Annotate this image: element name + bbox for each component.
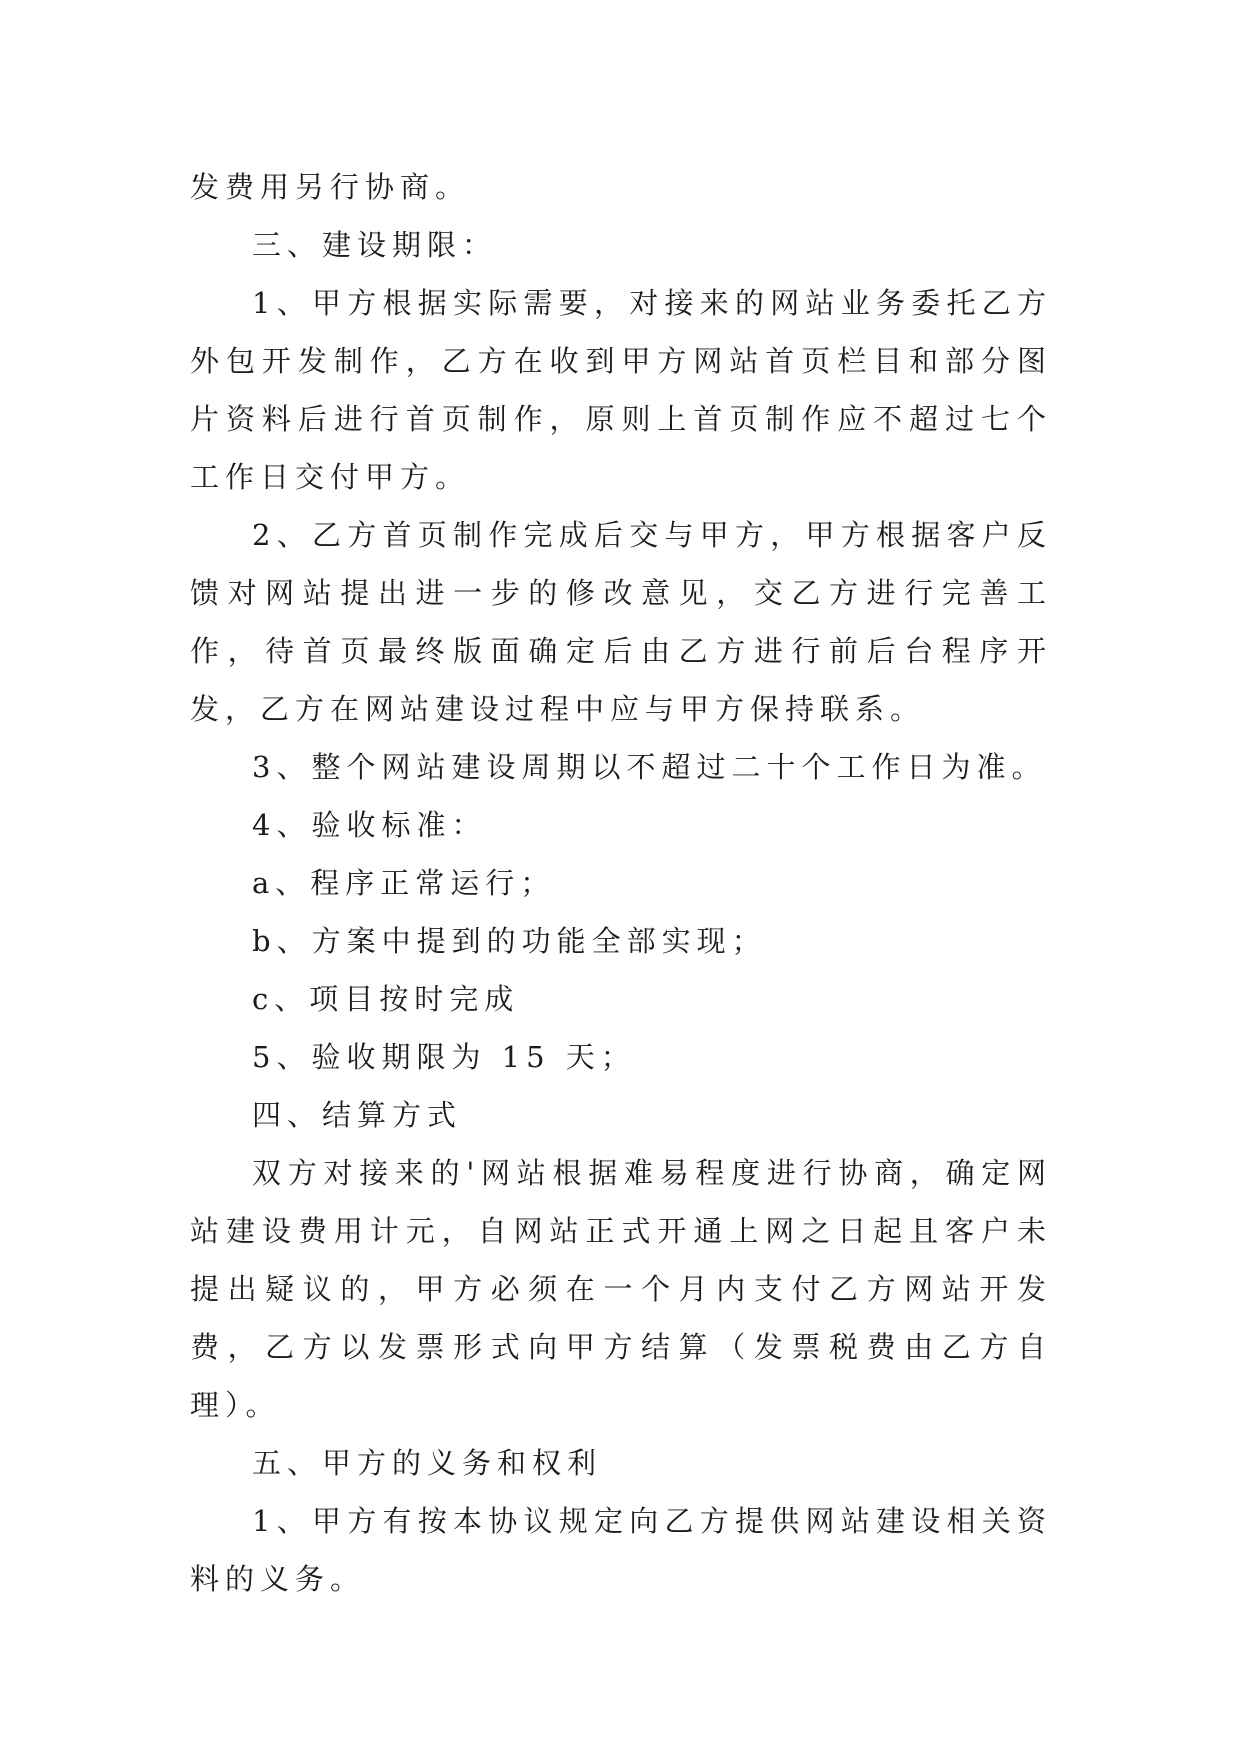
list-item: a、程序正常运行； [252,866,556,900]
paragraph: 1、甲方有按本协议规定向乙方提供网站建设相关资料的义务。 [190,1504,1052,1596]
document-body [190,158,1052,1608]
paragraph: 4、验收标准： [252,808,487,842]
section-heading: 三、建设期限： [252,228,498,262]
paragraph: 5、验收期限为 15 天； [252,1040,636,1074]
paragraph: 1、甲方根据实际需要，对接来的网站业务委托乙方外包开发制作，乙方在收到甲方网站首页栏目和部分图片资料后进行首页制作，原则上首页制作应不超过七个工作日交付甲方。 [190,286,1052,494]
paragraph: 2、乙方首页制作完成后交与甲方，甲方根据客户反馈对网站提出进一步的修改意见，交乙方进行完善工作，待首页最终版面确定后由乙方进行前后台程序开发，乙方在网站建设过程中应与甲方保持联系。 [190,518,1052,726]
paragraph: 发费用另行协商。 [190,170,471,204]
paragraph: 双方对接来的'网站根据难易程度进行协商，确定网站建设费用计元，自网站正式开通上网之日起且客户未提出疑议的，甲方必须在一个月内支付乙方网站开发费，乙方以发票形式向甲方结算（发票税费由乙方自理）。 [190,1156,1052,1422]
list-item: c、项目按时完成 [252,982,520,1016]
section-heading: 五、甲方的义务和权利 [252,1446,603,1480]
paragraph: 3、整个网站建设周期以不超过二十个工作日为准。 [252,750,1047,784]
section-heading: 四、结算方式 [252,1098,463,1132]
list-item: b、方案中提到的功能全部实现； [252,924,767,958]
